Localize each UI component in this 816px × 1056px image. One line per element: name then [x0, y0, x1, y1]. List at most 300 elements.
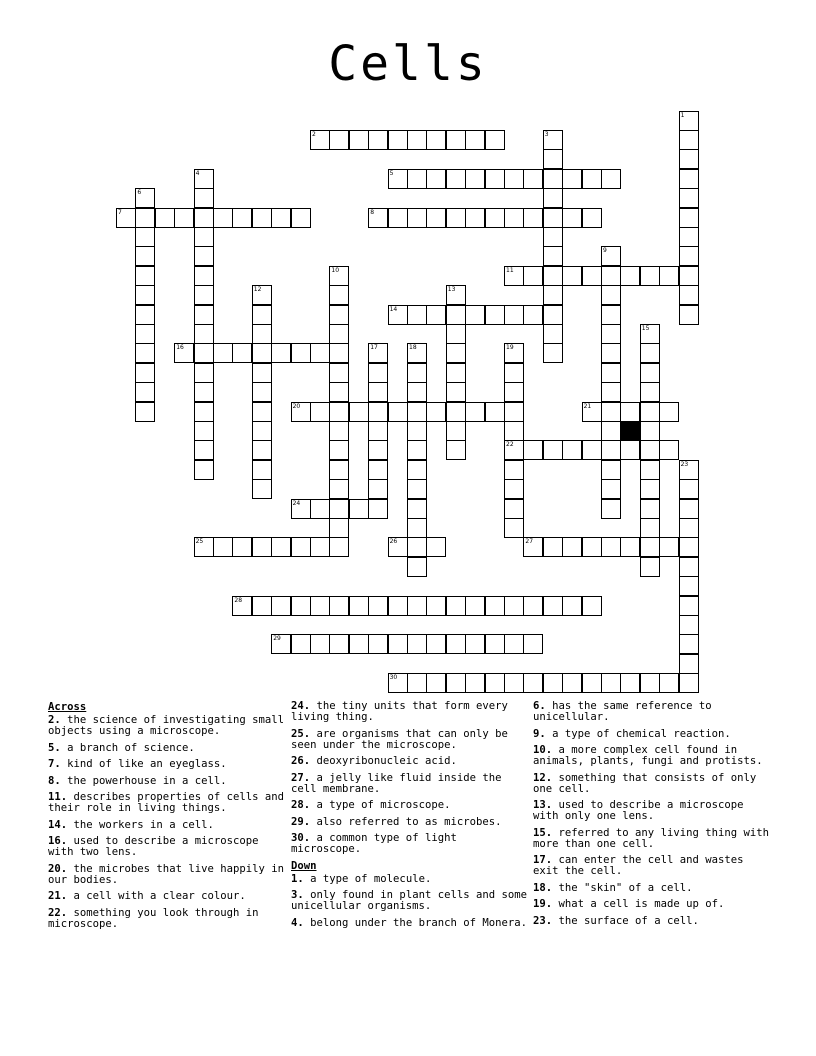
grid-cell[interactable] — [640, 363, 660, 383]
grid-cell[interactable] — [543, 537, 563, 557]
grid-cell[interactable] — [543, 266, 563, 286]
grid-cell[interactable] — [213, 208, 233, 228]
grid-cell[interactable] — [601, 460, 621, 480]
grid-cell[interactable] — [291, 499, 311, 519]
grid-cell[interactable] — [349, 634, 369, 654]
grid-cell[interactable] — [640, 324, 660, 344]
grid-cell[interactable] — [194, 402, 214, 422]
grid-cell[interactable] — [640, 402, 660, 422]
grid-cell[interactable] — [523, 266, 543, 286]
grid-cell[interactable] — [446, 382, 466, 402]
grid-cell[interactable] — [407, 537, 427, 557]
grid-cell[interactable] — [407, 479, 427, 499]
grid-cell[interactable] — [620, 402, 640, 422]
grid-cell[interactable] — [194, 460, 214, 480]
grid-cell[interactable] — [485, 305, 505, 325]
grid-cell[interactable] — [252, 596, 272, 616]
grid-cell[interactable] — [388, 634, 408, 654]
grid-cell[interactable] — [446, 596, 466, 616]
grid-cell[interactable] — [485, 673, 505, 693]
grid-cell[interactable] — [407, 402, 427, 422]
grid-cell[interactable] — [679, 208, 699, 228]
grid-cell[interactable] — [388, 537, 408, 557]
grid-cell[interactable] — [504, 518, 524, 538]
grid-cell[interactable] — [562, 596, 582, 616]
grid-cell[interactable] — [446, 285, 466, 305]
grid-cell[interactable] — [329, 479, 349, 499]
grid-cell[interactable] — [582, 266, 602, 286]
grid-cell[interactable] — [446, 343, 466, 363]
grid-cell[interactable] — [310, 634, 330, 654]
grid-cell[interactable] — [504, 460, 524, 480]
grid-cell[interactable] — [135, 266, 155, 286]
grid-cell[interactable] — [679, 615, 699, 635]
grid-cell[interactable] — [620, 440, 640, 460]
grid-cell[interactable] — [504, 208, 524, 228]
grid-cell[interactable] — [485, 130, 505, 150]
grid-cell[interactable] — [446, 169, 466, 189]
grid-cell[interactable] — [407, 363, 427, 383]
grid-cell[interactable] — [504, 363, 524, 383]
grid-cell[interactable] — [407, 421, 427, 441]
grid-cell[interactable] — [310, 343, 330, 363]
grid-cell[interactable] — [485, 634, 505, 654]
grid-cell[interactable] — [601, 537, 621, 557]
grid-cell[interactable] — [601, 402, 621, 422]
grid-cell[interactable] — [426, 596, 446, 616]
grid-cell[interactable] — [368, 596, 388, 616]
grid-cell[interactable] — [679, 654, 699, 674]
grid-cell[interactable] — [271, 634, 291, 654]
grid-cell[interactable] — [388, 208, 408, 228]
grid-cell[interactable] — [601, 421, 621, 441]
grid-cell[interactable] — [504, 305, 524, 325]
grid-cell[interactable] — [523, 673, 543, 693]
grid-cell[interactable] — [232, 596, 252, 616]
grid-cell[interactable] — [426, 208, 446, 228]
grid-cell[interactable] — [329, 421, 349, 441]
grid-cell[interactable] — [194, 537, 214, 557]
grid-cell[interactable] — [232, 537, 252, 557]
grid-cell[interactable] — [174, 208, 194, 228]
grid-cell[interactable] — [368, 402, 388, 422]
grid-cell[interactable] — [194, 440, 214, 460]
grid-cell[interactable] — [252, 421, 272, 441]
grid-cell[interactable] — [543, 188, 563, 208]
grid-cell[interactable] — [426, 673, 446, 693]
grid-cell[interactable] — [252, 402, 272, 422]
grid-cell[interactable] — [523, 596, 543, 616]
grid-cell[interactable] — [465, 673, 485, 693]
grid-cell[interactable] — [291, 537, 311, 557]
grid-cell[interactable] — [426, 305, 446, 325]
grid-cell[interactable] — [679, 111, 699, 131]
grid-cell[interactable] — [291, 208, 311, 228]
grid-cell[interactable] — [601, 285, 621, 305]
grid-cell[interactable] — [368, 208, 388, 228]
grid-cell[interactable] — [368, 479, 388, 499]
grid-cell[interactable] — [504, 479, 524, 499]
grid-cell[interactable] — [135, 363, 155, 383]
grid-cell[interactable] — [426, 130, 446, 150]
grid-cell[interactable] — [213, 537, 233, 557]
grid-cell[interactable] — [504, 634, 524, 654]
grid-cell[interactable] — [582, 596, 602, 616]
grid-cell[interactable] — [446, 363, 466, 383]
grid-cell[interactable] — [368, 343, 388, 363]
grid-cell[interactable] — [446, 305, 466, 325]
grid-cell[interactable] — [640, 518, 660, 538]
grid-cell[interactable] — [329, 634, 349, 654]
grid-cell[interactable] — [135, 285, 155, 305]
grid-cell[interactable] — [523, 634, 543, 654]
grid-cell[interactable] — [679, 634, 699, 654]
grid-cell[interactable] — [465, 596, 485, 616]
grid-cell[interactable] — [271, 537, 291, 557]
grid-cell[interactable] — [562, 537, 582, 557]
grid-cell[interactable] — [446, 634, 466, 654]
grid-cell[interactable] — [543, 149, 563, 169]
grid-cell[interactable] — [446, 402, 466, 422]
grid-cell[interactable] — [388, 402, 408, 422]
grid-cell[interactable] — [679, 673, 699, 693]
grid-cell[interactable] — [446, 673, 466, 693]
grid-cell[interactable] — [155, 208, 175, 228]
grid-cell[interactable] — [252, 343, 272, 363]
grid-cell[interactable] — [407, 499, 427, 519]
grid-cell[interactable] — [194, 169, 214, 189]
grid-cell[interactable] — [368, 130, 388, 150]
grid-cell[interactable] — [582, 402, 602, 422]
grid-cell[interactable] — [543, 208, 563, 228]
grid-cell[interactable] — [174, 343, 194, 363]
grid-cell[interactable] — [679, 130, 699, 150]
grid-cell[interactable] — [601, 266, 621, 286]
grid-cell[interactable] — [135, 324, 155, 344]
grid-cell[interactable] — [504, 440, 524, 460]
grid-cell[interactable] — [426, 169, 446, 189]
grid-cell[interactable] — [543, 440, 563, 460]
grid-cell[interactable] — [135, 227, 155, 247]
grid-cell[interactable] — [601, 673, 621, 693]
grid-cell[interactable] — [601, 499, 621, 519]
grid-cell[interactable] — [368, 440, 388, 460]
grid-cell[interactable] — [485, 402, 505, 422]
grid-cell[interactable] — [601, 440, 621, 460]
grid-cell[interactable] — [329, 266, 349, 286]
grid-cell[interactable] — [329, 537, 349, 557]
grid-cell[interactable] — [349, 130, 369, 150]
grid-cell[interactable] — [446, 440, 466, 460]
grid-cell[interactable] — [543, 343, 563, 363]
grid-cell[interactable] — [465, 305, 485, 325]
grid-cell[interactable] — [446, 421, 466, 441]
grid-cell[interactable] — [523, 305, 543, 325]
grid-cell[interactable] — [135, 402, 155, 422]
grid-cell[interactable] — [329, 499, 349, 519]
grid-cell[interactable] — [291, 596, 311, 616]
grid-cell[interactable] — [446, 324, 466, 344]
grid-cell[interactable] — [640, 673, 660, 693]
grid-cell[interactable] — [562, 266, 582, 286]
grid-cell[interactable] — [562, 440, 582, 460]
grid-cell[interactable] — [252, 479, 272, 499]
grid-cell[interactable] — [465, 169, 485, 189]
grid-cell[interactable] — [523, 537, 543, 557]
grid-cell[interactable] — [368, 499, 388, 519]
grid-cell[interactable] — [543, 596, 563, 616]
grid-cell[interactable] — [485, 596, 505, 616]
grid-cell[interactable] — [601, 479, 621, 499]
grid-cell[interactable] — [271, 343, 291, 363]
grid-cell[interactable] — [291, 402, 311, 422]
grid-cell[interactable] — [368, 634, 388, 654]
grid-cell[interactable] — [252, 460, 272, 480]
grid-cell[interactable] — [504, 673, 524, 693]
grid-cell[interactable] — [329, 285, 349, 305]
grid-cell[interactable] — [135, 382, 155, 402]
grid-cell[interactable] — [620, 266, 640, 286]
grid-cell[interactable] — [329, 130, 349, 150]
grid-cell[interactable] — [504, 266, 524, 286]
grid-cell[interactable] — [543, 246, 563, 266]
grid-cell[interactable] — [135, 208, 155, 228]
grid-cell[interactable] — [582, 537, 602, 557]
grid-cell[interactable] — [659, 440, 679, 460]
grid-cell[interactable] — [407, 557, 427, 577]
grid-cell[interactable] — [329, 324, 349, 344]
grid-cell[interactable] — [329, 518, 349, 538]
grid-cell[interactable] — [601, 305, 621, 325]
grid-cell[interactable] — [601, 169, 621, 189]
grid-cell[interactable] — [504, 402, 524, 422]
grid-cell[interactable] — [485, 208, 505, 228]
grid-cell[interactable] — [543, 285, 563, 305]
grid-cell[interactable] — [194, 324, 214, 344]
grid-cell[interactable] — [407, 343, 427, 363]
grid-cell[interactable] — [252, 305, 272, 325]
grid-cell[interactable] — [407, 305, 427, 325]
grid-cell[interactable] — [310, 402, 330, 422]
grid-cell[interactable] — [194, 305, 214, 325]
grid-cell[interactable] — [679, 576, 699, 596]
grid-cell[interactable] — [601, 363, 621, 383]
grid-cell[interactable] — [582, 673, 602, 693]
clue-text: a common type of light microscope. — [291, 832, 457, 855]
grid-cell[interactable] — [329, 402, 349, 422]
grid-cell[interactable] — [329, 460, 349, 480]
grid-cell[interactable] — [232, 343, 252, 363]
grid-cell[interactable] — [329, 440, 349, 460]
grid-cell[interactable] — [194, 208, 214, 228]
grid-cell[interactable] — [194, 285, 214, 305]
grid-cell[interactable] — [523, 169, 543, 189]
grid-cell[interactable] — [679, 518, 699, 538]
grid-cell[interactable] — [407, 673, 427, 693]
grid-cell[interactable] — [601, 343, 621, 363]
grid-cell[interactable] — [368, 363, 388, 383]
grid-cell[interactable] — [679, 479, 699, 499]
grid-cell[interactable] — [679, 596, 699, 616]
grid-cell[interactable] — [426, 634, 446, 654]
grid-cell[interactable] — [252, 537, 272, 557]
grid-cell[interactable] — [252, 440, 272, 460]
grid-cell[interactable] — [232, 208, 252, 228]
grid-cell[interactable] — [679, 169, 699, 189]
grid-cell[interactable] — [426, 402, 446, 422]
grid-cell[interactable] — [543, 130, 563, 150]
grid-cell[interactable] — [194, 382, 214, 402]
grid-cell[interactable] — [640, 421, 660, 441]
grid-cell[interactable] — [543, 324, 563, 344]
grid-cell[interactable] — [194, 266, 214, 286]
grid-cell[interactable] — [407, 440, 427, 460]
grid-cell[interactable] — [349, 596, 369, 616]
grid-cell[interactable] — [504, 499, 524, 519]
grid-cell[interactable] — [620, 537, 640, 557]
grid-cell[interactable] — [368, 421, 388, 441]
grid-cell[interactable] — [640, 343, 660, 363]
grid-cell[interactable] — [679, 499, 699, 519]
grid-cell[interactable] — [116, 208, 136, 228]
grid-cell[interactable] — [135, 188, 155, 208]
grid-cell[interactable] — [194, 188, 214, 208]
grid-cell[interactable] — [252, 382, 272, 402]
grid-cell[interactable] — [601, 246, 621, 266]
grid-cell[interactable] — [291, 634, 311, 654]
grid-cell[interactable] — [252, 324, 272, 344]
grid-cell[interactable] — [543, 673, 563, 693]
grid-cell[interactable] — [310, 499, 330, 519]
grid-cell[interactable] — [388, 305, 408, 325]
grid-cell[interactable] — [368, 460, 388, 480]
grid-cell[interactable] — [349, 402, 369, 422]
grid-cell[interactable] — [194, 421, 214, 441]
grid-cell[interactable] — [504, 169, 524, 189]
grid-cell[interactable] — [291, 343, 311, 363]
grid-cell[interactable] — [213, 343, 233, 363]
grid-cell[interactable] — [640, 479, 660, 499]
grid-cell[interactable] — [582, 208, 602, 228]
grid-cell[interactable] — [407, 208, 427, 228]
grid-cell[interactable] — [562, 169, 582, 189]
grid-cell[interactable] — [465, 402, 485, 422]
grid-cell[interactable] — [562, 673, 582, 693]
grid-cell[interactable] — [659, 673, 679, 693]
grid-cell[interactable] — [310, 596, 330, 616]
grid-cell[interactable] — [349, 499, 369, 519]
grid-cell[interactable] — [504, 596, 524, 616]
grid-cell[interactable] — [252, 363, 272, 383]
grid-cell[interactable] — [640, 440, 660, 460]
grid-cell[interactable] — [388, 169, 408, 189]
grid-cell[interactable] — [679, 537, 699, 557]
grid-cell[interactable] — [640, 460, 660, 480]
grid-cell[interactable] — [135, 305, 155, 325]
grid-cell[interactable] — [543, 305, 563, 325]
grid-cell[interactable] — [640, 557, 660, 577]
grid-cell[interactable] — [329, 343, 349, 363]
grid-cell[interactable] — [465, 208, 485, 228]
grid-cell[interactable] — [465, 634, 485, 654]
grid-cell[interactable] — [271, 596, 291, 616]
grid-cell[interactable] — [679, 266, 699, 286]
grid-cell[interactable] — [679, 188, 699, 208]
grid-cell[interactable] — [368, 382, 388, 402]
grid-cell[interactable] — [446, 130, 466, 150]
grid-cell[interactable] — [194, 343, 214, 363]
grid-cell[interactable] — [562, 208, 582, 228]
grid-cell[interactable] — [252, 285, 272, 305]
grid-cell[interactable] — [407, 460, 427, 480]
grid-cell[interactable] — [388, 596, 408, 616]
grid-cell[interactable] — [659, 537, 679, 557]
grid-cell[interactable] — [523, 208, 543, 228]
grid-cell[interactable] — [523, 440, 543, 460]
grid-cell[interactable] — [640, 266, 660, 286]
grid-cell[interactable] — [504, 343, 524, 363]
grid-cell[interactable] — [135, 343, 155, 363]
grid-cell[interactable] — [582, 169, 602, 189]
grid-cell[interactable] — [310, 130, 330, 150]
grid-cell[interactable] — [407, 634, 427, 654]
grid-cell[interactable] — [310, 537, 330, 557]
grid-cell[interactable] — [601, 324, 621, 344]
grid-cell[interactable] — [679, 305, 699, 325]
grid-cell[interactable] — [252, 208, 272, 228]
grid-cell[interactable] — [640, 537, 660, 557]
grid-cell[interactable] — [407, 130, 427, 150]
grid-cell[interactable] — [679, 149, 699, 169]
grid-cell[interactable] — [329, 363, 349, 383]
grid-cell[interactable] — [504, 421, 524, 441]
grid-cell[interactable] — [640, 499, 660, 519]
grid-cell[interactable] — [407, 382, 427, 402]
grid-cell[interactable] — [194, 363, 214, 383]
grid-cell[interactable] — [620, 673, 640, 693]
grid-cell[interactable] — [601, 382, 621, 402]
grid-cell[interactable] — [640, 382, 660, 402]
grid-cell[interactable] — [194, 246, 214, 266]
grid-cell[interactable] — [485, 169, 505, 189]
grid-cell[interactable] — [679, 557, 699, 577]
grid-cell[interactable] — [329, 596, 349, 616]
grid-cell[interactable] — [582, 440, 602, 460]
grid-cell[interactable] — [679, 285, 699, 305]
grid-cell[interactable] — [271, 208, 291, 228]
grid-cell[interactable] — [388, 673, 408, 693]
grid-cell[interactable] — [407, 596, 427, 616]
grid-cell[interactable] — [543, 227, 563, 247]
grid-cell[interactable] — [446, 208, 466, 228]
grid-cell[interactable] — [659, 402, 679, 422]
grid-cell[interactable] — [329, 382, 349, 402]
grid-cell[interactable] — [426, 537, 446, 557]
grid-cell[interactable] — [194, 227, 214, 247]
grid-cell[interactable] — [407, 169, 427, 189]
grid-cell[interactable] — [135, 246, 155, 266]
grid-cell[interactable] — [465, 130, 485, 150]
grid-cell[interactable] — [407, 518, 427, 538]
grid-cell[interactable] — [543, 169, 563, 189]
grid-cell[interactable] — [504, 382, 524, 402]
grid-cell[interactable] — [388, 130, 408, 150]
grid-cell[interactable] — [329, 305, 349, 325]
grid-cell[interactable] — [679, 246, 699, 266]
grid-cell[interactable] — [679, 460, 699, 480]
grid-cell[interactable] — [679, 227, 699, 247]
grid-cell[interactable] — [659, 266, 679, 286]
